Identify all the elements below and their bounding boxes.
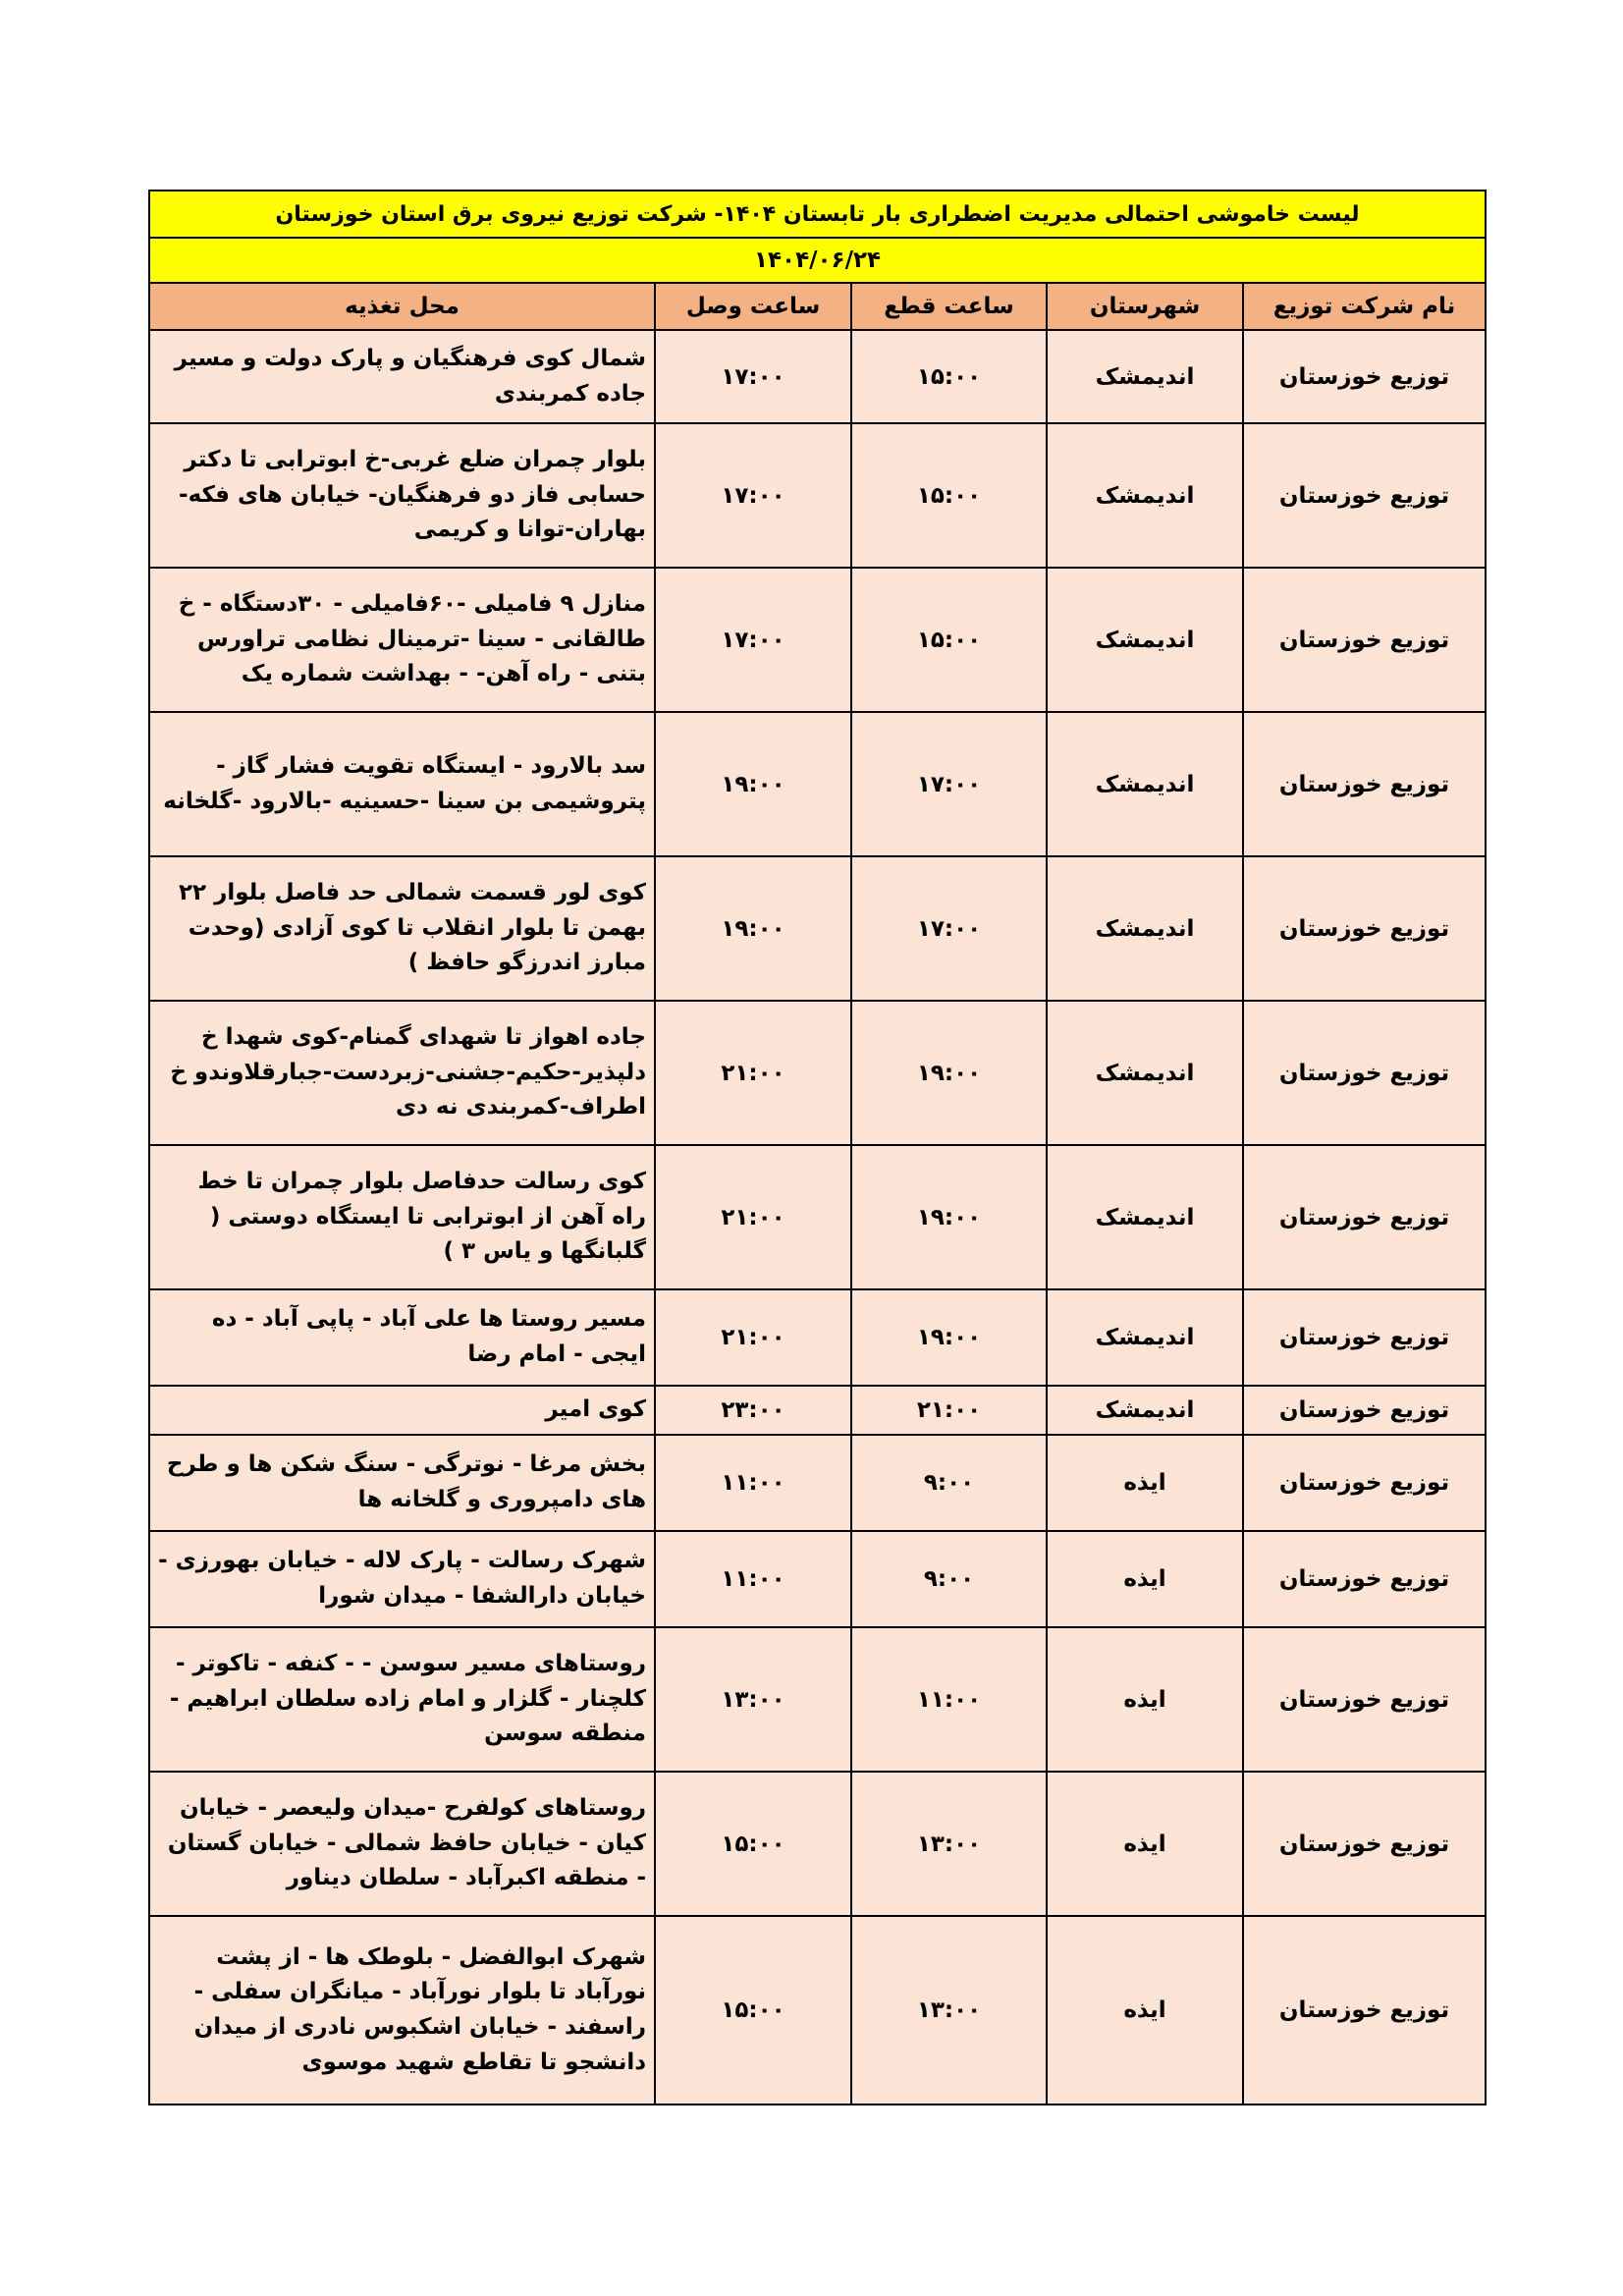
connect-time-cell: ۲۱:۰۰ [655, 1145, 851, 1289]
cut-time-cell: ۹:۰۰ [851, 1435, 1047, 1531]
connect-time-cell: ۱۵:۰۰ [655, 1772, 851, 1916]
company-cell: توزیع خوزستان [1243, 330, 1486, 423]
cut-time-cell: ۱۷:۰۰ [851, 712, 1047, 856]
city-cell: اندیمشک [1047, 1386, 1243, 1435]
table-row [149, 1001, 1486, 1145]
city-cell: اندیمشک [1047, 856, 1243, 1001]
cut-time-cell: ۱۵:۰۰ [851, 423, 1047, 568]
cut-time-cell: ۱۵:۰۰ [851, 330, 1047, 423]
city-cell: اندیمشک [1047, 712, 1243, 856]
city-cell: ایذه [1047, 1772, 1243, 1916]
connect-time-cell: ۱۷:۰۰ [655, 423, 851, 568]
company-cell: توزیع خوزستان [1243, 1386, 1486, 1435]
connect-time-cell: ۱۹:۰۰ [655, 712, 851, 856]
connect-time-cell: ۱۷:۰۰ [655, 568, 851, 712]
location-cell: جاده اهواز تا شهدای گمنام-کوی شهدا خ دلپذیر-حکیم-جشنی-زبردست-جبارقلاوندو خ اطراف-کمربندی نه دی [149, 1001, 655, 1145]
location-cell: منازل ۹ فامیلی -۶۰فامیلی - ۳۰دستگاه - خ طالقانی - سینا -ترمینال نظامی تراورس بتنی - راه آهن- - بهداشت شماره یک [149, 568, 655, 712]
company-cell: توزیع خوزستان [1243, 1772, 1486, 1916]
location-cell: کوی امیر [149, 1386, 655, 1435]
cut-time-cell: ۱۹:۰۰ [851, 1289, 1047, 1386]
cut-time-cell: ۲۱:۰۰ [851, 1386, 1047, 1435]
location-cell: روستاهای کولفرح -میدان ولیعصر - خیابان کیان - خیابان حافظ شمالی - خیابان گستان - منطقه اکبرآباد - سلطان دیناور [149, 1772, 655, 1916]
table-row [149, 712, 1486, 856]
table-row [149, 1145, 1486, 1289]
city-cell: اندیمشک [1047, 423, 1243, 568]
location-cell: کوی لور قسمت شمالی حد فاصل بلوار ۲۲ بهمن تا بلوار انقلاب تا کوی آزادی (وحدت مبارز اندرزگو حافظ ) [149, 856, 655, 1001]
table-row [149, 1772, 1486, 1916]
connect-time-cell: ۲۱:۰۰ [655, 1001, 851, 1145]
table-title: لیست خاموشی احتمالی مدیریت اضطراری بار تابستان ۱۴۰۴- شرکت توزیع نیروی برق استان خوزستان [149, 191, 1486, 238]
cut-time-cell: ۱۱:۰۰ [851, 1627, 1047, 1772]
location-cell: شهرک رسالت - پارک لاله - خیابان بهورزی - خیابان دارالشفا - میدان شورا [149, 1531, 655, 1627]
city-cell: ایذه [1047, 1531, 1243, 1627]
city-cell: ایذه [1047, 1916, 1243, 2105]
table-row [149, 1627, 1486, 1772]
connect-time-cell: ۱۱:۰۰ [655, 1435, 851, 1531]
company-cell: توزیع خوزستان [1243, 1916, 1486, 2105]
cut-time-cell: ۱۹:۰۰ [851, 1145, 1047, 1289]
company-cell: توزیع خوزستان [1243, 1435, 1486, 1531]
table-row [149, 1386, 1486, 1435]
city-cell: اندیمشک [1047, 330, 1243, 423]
connect-time-cell: ۲۱:۰۰ [655, 1289, 851, 1386]
company-cell: توزیع خوزستان [1243, 1531, 1486, 1627]
location-cell: بخش مرغا - نوترگی - سنگ شکن ها و طرح های دامپروری و گلخانه ها [149, 1435, 655, 1531]
table-row [149, 1531, 1486, 1627]
company-cell: توزیع خوزستان [1243, 1145, 1486, 1289]
city-cell: ایذه [1047, 1627, 1243, 1772]
connect-time-cell: ۱۵:۰۰ [655, 1916, 851, 2105]
cut-time-cell: ۱۳:۰۰ [851, 1772, 1047, 1916]
table-row [149, 1435, 1486, 1531]
date-row [149, 238, 1486, 283]
location-cell: مسیر روستا ها علی آباد - پاپی آباد - ده ایجی - امام رضا [149, 1289, 655, 1386]
column-header-cut-time: ساعت قطع [851, 283, 1047, 330]
location-cell: شمال کوی فرهنگیان و پارک دولت و مسیر جاده کمربندی [149, 330, 655, 423]
location-cell: بلوار چمران ضلع غربی-خ ابوترابی تا دکتر حسابی فاز دو فرهنگیان- خیابان های فکه- بهاران-توانا و کریمی [149, 423, 655, 568]
title-row [149, 191, 1486, 238]
company-cell: توزیع خوزستان [1243, 423, 1486, 568]
column-header-company: نام شرکت توزیع [1243, 283, 1486, 330]
table-date: ۱۴۰۴/۰۶/۲۴ [149, 238, 1486, 283]
cut-time-cell: ۱۹:۰۰ [851, 1001, 1047, 1145]
connect-time-cell: ۲۳:۰۰ [655, 1386, 851, 1435]
connect-time-cell: ۱۹:۰۰ [655, 856, 851, 1001]
city-cell: اندیمشک [1047, 568, 1243, 712]
table-row [149, 568, 1486, 712]
city-cell: اندیمشک [1047, 1001, 1243, 1145]
company-cell: توزیع خوزستان [1243, 1001, 1486, 1145]
table-row [149, 330, 1486, 423]
column-header-location: محل تغذیه [149, 283, 655, 330]
company-cell: توزیع خوزستان [1243, 1627, 1486, 1772]
table-row [149, 1916, 1486, 2105]
company-cell: توزیع خوزستان [1243, 1289, 1486, 1386]
connect-time-cell: ۱۳:۰۰ [655, 1627, 851, 1772]
header-row [149, 283, 1486, 330]
city-cell: ایذه [1047, 1435, 1243, 1531]
company-cell: توزیع خوزستان [1243, 712, 1486, 856]
location-cell: شهرک ابوالفضل - بلوطک ها - از پشت نورآباد تا بلوار نورآباد - میانگران سفلی - راسفند - خیابان اشکبوس نادری از میدان دانشجو تا تقاطع شهید موسوی [149, 1916, 655, 2105]
location-cell: سد بالارود - ایستگاه تقویت فشار گاز - پتروشیمی بن سینا -حسینیه -بالارود -گلخانه [149, 712, 655, 856]
city-cell: اندیمشک [1047, 1289, 1243, 1386]
cut-time-cell: ۱۷:۰۰ [851, 856, 1047, 1001]
cut-time-cell: ۹:۰۰ [851, 1531, 1047, 1627]
company-cell: توزیع خوزستان [1243, 856, 1486, 1001]
city-cell: اندیمشک [1047, 1145, 1243, 1289]
connect-time-cell: ۱۱:۰۰ [655, 1531, 851, 1627]
cut-time-cell: ۱۵:۰۰ [851, 568, 1047, 712]
outage-table [148, 190, 1487, 2105]
company-cell: توزیع خوزستان [1243, 568, 1486, 712]
column-header-connect-time: ساعت وصل [655, 283, 851, 330]
table-row [149, 423, 1486, 568]
table-row [149, 856, 1486, 1001]
table-row [149, 1289, 1486, 1386]
cut-time-cell: ۱۳:۰۰ [851, 1916, 1047, 2105]
connect-time-cell: ۱۷:۰۰ [655, 330, 851, 423]
location-cell: کوی رسالت حدفاصل بلوار چمران تا خط راه آهن از ابوترابی تا ایستگاه دوستی ( گلبانگها و یاس ۳ ) [149, 1145, 655, 1289]
location-cell: روستاهای مسیر سوسن - - کنفه - تاکوتر - کلچنار - گلزار و امام زاده سلطان ابراهیم - منطقه سوسن [149, 1627, 655, 1772]
column-header-city: شهرستان [1047, 283, 1243, 330]
